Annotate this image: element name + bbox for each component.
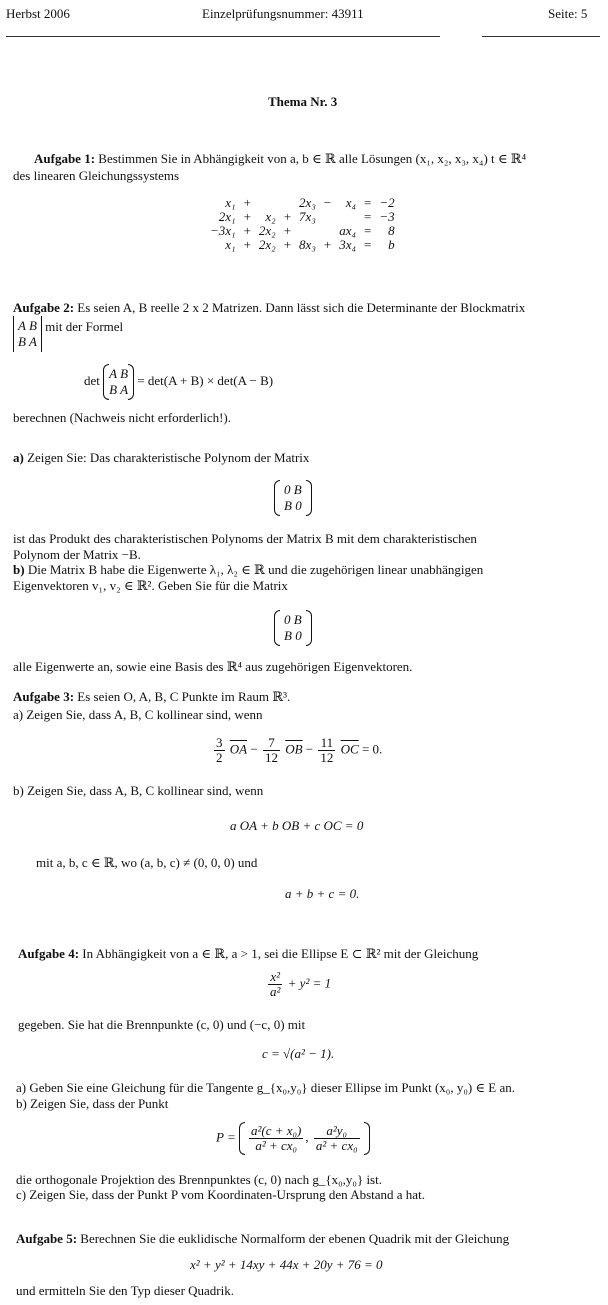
system-cell: = [363, 209, 372, 224]
system-cell [280, 196, 295, 210]
linear-system [206, 196, 399, 252]
task3a-equation: $\frac{3}{2}$ $\overline{OA}$ − $\frac{7}{12}$ $\overline{OB}$ − $\frac{11}{12}$ $\overline{OC} = 0$. [216, 735, 383, 765]
page-title: Thema Nr. 3 [268, 94, 338, 109]
system-cell: −2 [379, 195, 395, 210]
system-cell: + [243, 223, 251, 238]
task3b-condition: mit a, b, c ∈ ℝ, wo (a, b, c) ≠ (0, 0, 0) und [36, 855, 258, 870]
header-date: Herbst 2006 [6, 6, 70, 21]
task3-text: Es seien O, A, B, C Punkte im Raum ℝ³. [77, 689, 291, 704]
system-cell: − [323, 195, 332, 210]
system-cell: x₁ [225, 237, 236, 252]
system-row [206, 210, 399, 224]
det-rhs: = det(A + B) × det(A − B) [137, 372, 274, 388]
blockmatrix: A B B A [13, 318, 42, 350]
system-cell: −3x₁ [210, 223, 236, 238]
det-blockmatrix: A B B A [103, 366, 134, 398]
system-cell: x₄ [345, 195, 356, 210]
task2a-line3: Polynom der Matrix −B. [13, 547, 141, 562]
vector-oc: $\overline{OC}$ [340, 741, 359, 757]
task2-line1 [13, 300, 525, 315]
task4-text: In Abhängigkeit von a ∈ ℝ, a > 1, sei die Ellipse E ⊂ ℝ² mit der Gleichung [82, 946, 479, 961]
task4-label: Aufgabe 4: [18, 946, 80, 961]
system-cell: + [283, 223, 292, 238]
system-cell: = [363, 195, 372, 210]
det-formula [84, 366, 273, 398]
task1-line2: des linearen Gleichungssystems [13, 168, 180, 183]
vector-ob: $\overline{OB}$ [285, 741, 303, 757]
system-cell: + [283, 237, 292, 252]
task1-text: Bestimmen Sie in Abhängigkeit von a, b ∈ ℝ alle Lösungen (x₁, x₂, x₃, x₄) t ∈ ℝ⁴ [98, 151, 527, 166]
task2a-text: Zeigen Sie: Das charakteristische Polynom der Matrix [27, 450, 310, 465]
task2b-label: b) [13, 562, 25, 577]
ellipse-equation: $\frac{\text{x²}}{\text{a²}}$ + y² = 1 [270, 969, 332, 999]
system-cell: 2x₂ [258, 223, 276, 238]
task2-formula-text: mit der Formel [45, 319, 124, 334]
system-cell: 7x₃ [299, 209, 316, 224]
task4b-text2: die orthogonale Projektion des Brennpunktes (c, 0) nach g_{x₀,y₀} ist. [16, 1172, 382, 1187]
system-cell [255, 196, 280, 210]
det-label: det [84, 372, 100, 388]
system-row [206, 238, 399, 252]
system-cell: 2x₁ [218, 209, 236, 224]
task5-text: Berechnen Sie die euklidische Normalform der ebenen Quadrik mit der Gleichung [80, 1231, 510, 1246]
system-row [206, 224, 399, 238]
task4-line2: gegeben. Sie hat die Brennpunkte (c, 0) und (−c, 0) mit [18, 1017, 306, 1032]
system-cell: 2x₂ [258, 237, 276, 252]
task3-line1 [13, 689, 290, 704]
header-rule-right [482, 36, 600, 37]
point-p-formula: P = $\frac{\text{a²(c + x₀)}}{\text{a² + cx₀}}$ , $\frac{\text{a²y₀}}{\text{a² + cx₀}}$ [216, 1124, 370, 1153]
task5-line1 [16, 1231, 509, 1246]
system-cell: = [363, 237, 372, 252]
system-cell: b [388, 237, 395, 252]
task1-label: Aufgabe 1: [34, 151, 96, 166]
task3-label: Aufgabe 3: [13, 689, 75, 704]
system-cell [335, 210, 360, 224]
task2a-label: a) [13, 450, 24, 465]
task2b-text: Die Matrix B habe die Eigenwerte λ₁, λ₂ ∈ ℝ und die zugehörigen linear unabhängigen [27, 562, 484, 577]
system-cell: 3x₄ [339, 237, 356, 252]
system-cell: 8 [388, 223, 395, 238]
matrix-0B-B0-b: 0 B B 0 [274, 612, 312, 644]
header-rule-left [6, 36, 440, 37]
task3a-text: a) Zeigen Sie, dass A, B, C kollinear sind, wenn [13, 707, 263, 722]
task2-blockmatrix-line [13, 318, 123, 350]
system-cell: + [243, 237, 251, 252]
system-cell: + [283, 209, 292, 224]
system-cell [295, 224, 320, 238]
task2-text: Es seien A, B reelle 2 x 2 Matrizen. Dann lässt sich die Determinante der Blockmatrix [77, 300, 526, 315]
task2b-line3: alle Eigenwerte an, sowie eine Basis des ℝ⁴ aus zugehörigen Eigenvektoren. [13, 659, 413, 674]
system-cell: ax₄ [339, 223, 356, 238]
matrix-0B-B0-a: 0 B B 0 [274, 482, 312, 514]
system-cell: x₂ [265, 209, 276, 224]
quadric-equation: x² + y² + 14xy + 44x + 20y + 76 = 0 [190, 1257, 383, 1272]
task3b-text: b) Zeigen Sie, dass A, B, C kollinear sind, wenn [13, 783, 264, 798]
system-cell: + [323, 237, 332, 252]
header-exam-number: Einzelprüfungsnummer: 43911 [202, 6, 364, 21]
task2b-line1 [13, 562, 483, 577]
header-page: Seite: 5 [548, 6, 588, 21]
task2b-line2: Eigenvektoren v₁, v₂ ∈ ℝ². Geben Sie für die Matrix [13, 578, 288, 593]
task4b-text: b) Zeigen Sie, dass der Punkt [16, 1096, 169, 1111]
task3b-equation: a OA + b OB + c OC = 0 [230, 818, 364, 833]
system-cell: + [243, 195, 251, 210]
system-cell: = [363, 223, 372, 238]
system-cell [320, 210, 335, 224]
vector-oa: $\overline{OA}$ [229, 741, 248, 757]
task4a-text: a) Geben Sie eine Gleichung für die Tangente g_{x₀,y₀} dieser Ellipse im Punkt (x₀, y₀) ∈ E an. [16, 1080, 516, 1095]
task4-line1 [18, 946, 478, 961]
c-equation: c = √(a² − 1). [262, 1046, 335, 1061]
task3b-sum: a + b + c = 0. [285, 886, 360, 901]
task2-label: Aufgabe 2: [13, 300, 75, 315]
system-cell: 2x₃ [299, 195, 316, 210]
system-cell: + [243, 209, 251, 224]
task2-line3: berechnen (Nachweis nicht erforderlich!). [13, 410, 231, 425]
task4c-text: c) Zeigen Sie, dass der Punkt P vom Koordinaten-Ursprung den Abstand a hat. [16, 1187, 425, 1202]
system-cell [320, 224, 335, 238]
task1-line1 [34, 151, 526, 166]
system-row [206, 196, 399, 210]
task5-label: Aufgabe 5: [16, 1231, 78, 1246]
system-cell: x₁ [225, 195, 236, 210]
system-cell: −3 [379, 209, 395, 224]
task2a-line1 [13, 450, 309, 465]
task2a-line2: ist das Produkt des charakteristischen Polynoms der Matrix B mit dem charakteristischen [13, 531, 477, 546]
system-cell: 8x₃ [299, 237, 316, 252]
task5-line2: und ermitteln Sie den Typ dieser Quadrik. [16, 1283, 234, 1298]
